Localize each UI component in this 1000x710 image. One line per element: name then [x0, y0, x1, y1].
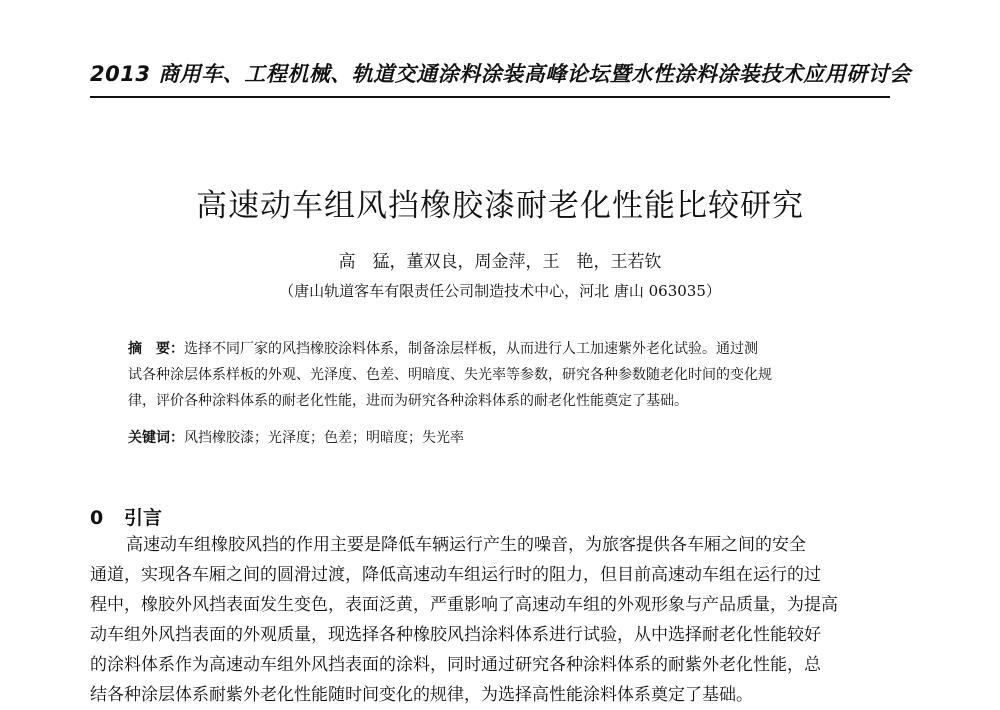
- section-title: 引言: [124, 507, 163, 529]
- abstract-line: 选择不同厂家的风挡橡胶涂料体系，制备涂层样板，从而进行人工加速紫外老化试验。通过测: [184, 341, 758, 357]
- author-list: 高 猛，董双良，周金萍，王 艳，王若钦: [338, 252, 662, 272]
- keywords-label: 关键词：: [128, 430, 184, 446]
- body-line: 的涂料体系作为高速动车组外风挡表面的涂料，同时通过研究各种涂料体系的耐紫外老化性能，总: [90, 655, 821, 675]
- abstract-line: 律，评价各种涂料体系的耐老化性能，进而为研究各种涂料体系的耐老化性能奠定了基础。: [128, 393, 688, 409]
- keywords-text: 风挡橡胶漆；光泽度；色差；明暗度；失光率: [184, 430, 464, 446]
- abstract-block: [128, 336, 880, 414]
- body-line: 程中，橡胶外风挡表面发生变色，表面泛黄，严重影响了高速动车组的外观形象与产品质量，为提高: [90, 595, 838, 615]
- section-heading: [90, 503, 162, 530]
- header-rule: [90, 96, 890, 98]
- body-line: 高速动车组橡胶风挡的作用主要是降低车辆运行产生的噪音，为旅客提供各车厢之间的安全: [126, 535, 806, 555]
- section-body: [90, 530, 910, 705]
- abstract-label: 摘 要：: [128, 341, 184, 357]
- body-line: 通道，实现各车厢之间的圆滑过渡，降低高速动车组运行时的阻力，但目前高速动车组在运行的过: [90, 565, 821, 585]
- body-line: 结各种涂层体系耐紫外老化性能随时间变化的规律，为选择高性能涂料体系奠定了基础。: [90, 685, 753, 705]
- body-line: 动车组外风挡表面的外观质量，现选择各种橡胶风挡涂料体系进行试验，从中选择耐老化性能较好: [90, 625, 821, 645]
- affiliation: （唐山轨道客车有限责任公司制造技术中心，河北 唐山 063035）: [279, 282, 721, 300]
- paper-title: 高速动车组风挡橡胶漆耐老化性能比较研究: [196, 188, 804, 224]
- section-number: 0: [90, 507, 104, 529]
- conference-header: 2013 商用车、工程机械、轨道交通涂料涂装高峰论坛暨水性涂料涂装技术应用研讨会: [90, 62, 911, 86]
- abstract-line: 试各种涂层体系样板的外观、光泽度、色差、明暗度、失光率等参数，研究各种参数随老化时间的变化规: [128, 367, 772, 383]
- keywords-block: [128, 428, 880, 448]
